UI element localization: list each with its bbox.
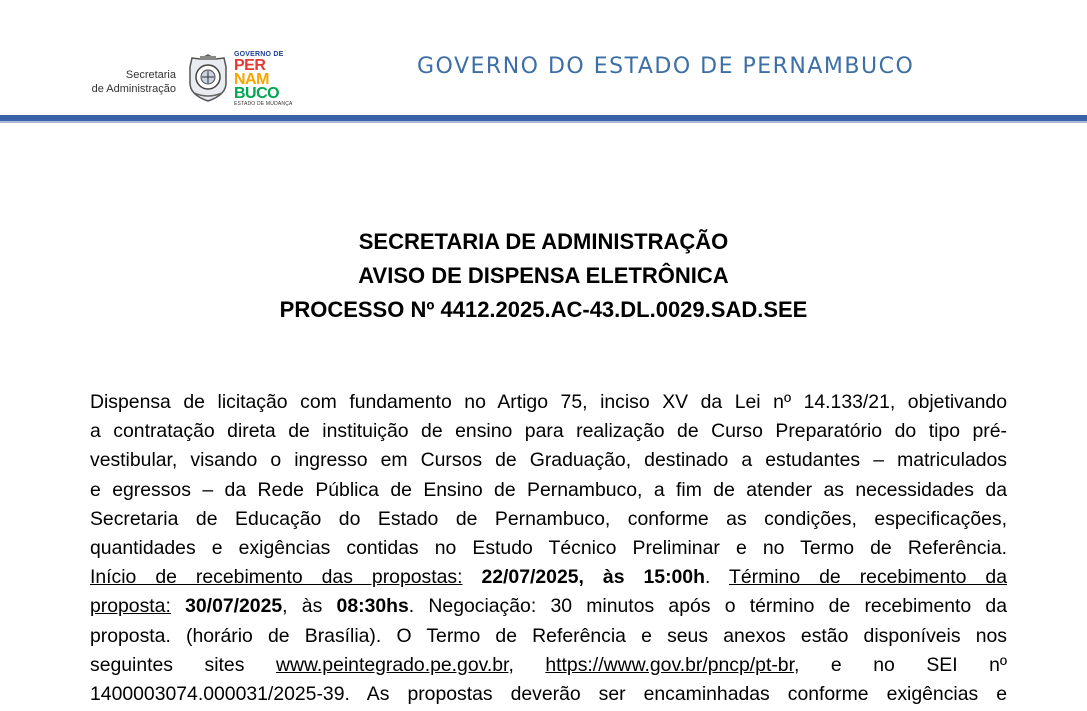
body-line: proposta: 30/07/2025, às 08:30hs. Negociação: 30 minutos após o término de recebimento da [90,595,1008,618]
pernambuco-crest-icon [186,53,230,103]
body-line: vestibular, visando o ingresso em Cursos de Graduação, destinado a estudantes – matriculados [90,449,1007,472]
body-line: quantidades e exigências contidas no Estudo Técnico Preliminar e no Termo de Referência. [90,537,1007,560]
title-aviso: AVISO DE DISPENSA ELETRÔNICA [358,263,729,288]
document-body [90,388,1007,709]
body-line: 1400003074.000031/2025-39. As propostas deverão ser encaminhadas conforme exigências e [90,683,1007,706]
state-government-title: GOVERNO DO ESTADO DE PERNAMBUCO [417,54,915,79]
secretaria-label: Secretaria de Administração [91,69,176,95]
title-processo: PROCESSO Nº 4412.2025.AC-43.DL.0029.SAD.SEE [279,297,808,322]
body-line: seguintes sites www.peintegrado.pe.gov.br, https://www.gov.br/pncp/pt-br, e no SEI nº [90,653,1007,676]
document-header [0,0,1087,124]
body-line: Início de recebimento das propostas: 22/07/2025, às 15:00h. Término de recebimento da [90,566,1007,589]
title-secretaria: SECRETARIA DE ADMINISTRAÇÃO [358,229,729,254]
header-rule-shadow [0,121,1087,123]
body-line: Dispensa de licitação com fundamento no Artigo 75, inciso XV da Lei nº 14.133/21, objetivando [90,391,1007,413]
governo-pernambuco-logo: GOVERNO DE PER NAM BUCO ESTADO DE MUDANÇA [234,51,293,107]
body-line: Secretaria de Educação do Estado de Pernambuco, conforme as condições, especificações, [90,507,1007,530]
link-peintegrado[interactable]: www.peintegrado.pe.gov.br [275,653,509,676]
link-pncp[interactable]: https://www.gov.br/pncp/pt-br [545,653,794,676]
document-titles [0,225,1087,327]
body-line: a contratação direta de instituição de ensino para realização de Curso Preparatório do tipo pré- [90,420,1007,443]
body-line: e egressos – da Rede Pública de Ensino de Pernambuco, a fim de atender as necessidades da [90,478,1007,501]
body-line: proposta. (horário de Brasília). O Termo de Referência e seus anexos estão disponíveis nos [90,624,1007,647]
